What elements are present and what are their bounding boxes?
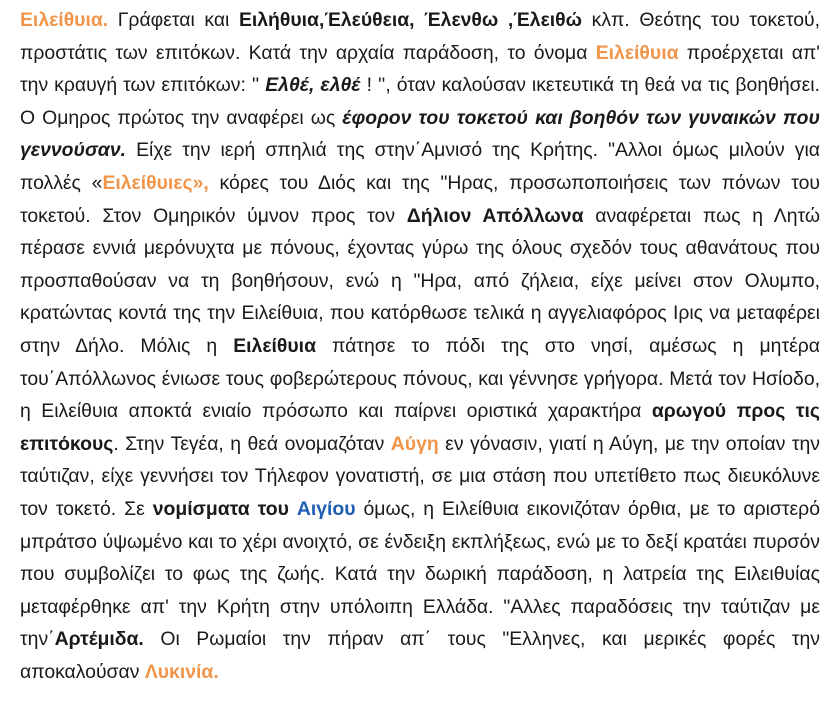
term-eileithyia-heading: Ειλείθυια. [20, 9, 109, 31]
text-run [289, 498, 297, 520]
text-run: όμως, η Ειλείθυια εικονιζόταν όρθια, με το αριστερό μπράτσο ύψωμένο και το χέρι ανοιχτό, σε ένδειξη εκπλήξεως, ενώ με το δεξί κρατάει πυρσόν που συμβολίζει το φως της ζωής. Κατά την δωρική παράδοση, η λατρεία της Ειλειθυίας μεταφέρθηκε απ' την Κρήτη στην υπόλοιπη Ελλάδα. "Αλλες παραδόσεις την ταύτιζαν με την΄ [20, 497, 821, 651]
text-run: πάτησε το πόδι της στο νησί, αμέσως η μητέρα του΄Απόλλωνος ένιωσε τους φοβερώτερους πόνους, και γέννησε γρήγορα. Μετά τον Ησίοδο, η Ειλείθυια αποκτά ενιαίο πρόσωπο και παίρνει οριστικά χαρακτήρα [20, 334, 820, 423]
term-nomismata: νομίσματα του [152, 497, 289, 520]
article-paragraph [20, 4, 820, 688]
quote-elthe: Ελθέ, ελθέ [265, 74, 361, 97]
text-run: κλπ. Θεότης του τοκετού, προστάτις των επιτόκων. Κατά την αρχαία παράδοση, το όνομα [20, 9, 820, 64]
text-run: εν γόνασιν, γιατί η Αύγη, με την οποίαν την ταύτιζαν, είχε γεννήσει τον Τήλεφον γονατιστή, σε μια στάση που υπετίθετο πως διευκόλυνε τον τοκετό. Σε [20, 432, 820, 520]
text-run: ! '', όταν καλούσαν ικετευτικά τη θεά να τις βοηθήσει. Ο Ομηρος πρώτος την αναφέρει ως [20, 74, 820, 129]
term-augi: Αύγη [390, 432, 439, 455]
term-arogou: αρωγού προς τις επιτόκους [20, 400, 820, 455]
text-run: προέρχεται απ' την κραυγή των επιτόκων: '' [20, 41, 820, 97]
term-lykinia: Λυκινία. [144, 660, 219, 683]
text-run: αναφέρεται πως η Λητώ πέρασε εννιά μερόνυχτα με πόνους, έχοντας γύρω της όλους σχεδόν τους αθανάτους που προσπαθούσαν να τη βοηθήσουν, ενώ η "Ηρα, από ζήλεια, είχε μείνει στον Ολυμπο, κρατώντας κοντά της την Ειλείθυια, που κατόρθωσε τελικά η αγγελιαφόρος Ιρις να μεταφέρει στην Δήλο. Μόλις η [20, 204, 820, 357]
term-eileithyia-bold: Ειλείθυια [233, 334, 316, 357]
text-run: Οι Ρωμαίοι την πήραν απ΄ τους "Ελληνες, και μερικές φορές την αποκαλούσαν [20, 628, 820, 683]
text-run: . Στην Τεγέα, η θεά ονομαζόταν [113, 432, 391, 455]
term-name-variants: Ειλήθυια,Έλεύθεια, Έλενθω ,Έλειθώ [238, 9, 583, 31]
quote-homer-ephoros: έφορον του τοκετού και βοηθόν των γυναικών που γεννούσαν. [20, 106, 820, 162]
term-aigiou: Αιγίου [296, 497, 356, 520]
text-run: Είχε την ιερή σπηλιά της στην΄Αμνισό της Κρήτης. "Αλλοι όμως μιλούν για πολλές « [20, 139, 820, 194]
term-eileithyia: Ειλείθυια [595, 41, 679, 64]
text-run: Γράφεται και [108, 9, 239, 31]
term-delian-apollo: Δήλιον Απόλλωνα [406, 204, 584, 227]
text-run: κόρες του Διός και της "Ηρας, προσωποποιήσεις των πόνων του τοκετού. Στον Ομηρικόν ύμνον προς τον [20, 171, 820, 227]
term-artemis: Αρτέμιδα. [54, 628, 144, 651]
term-eileithyies: Ειλείθυιες», [102, 171, 209, 194]
